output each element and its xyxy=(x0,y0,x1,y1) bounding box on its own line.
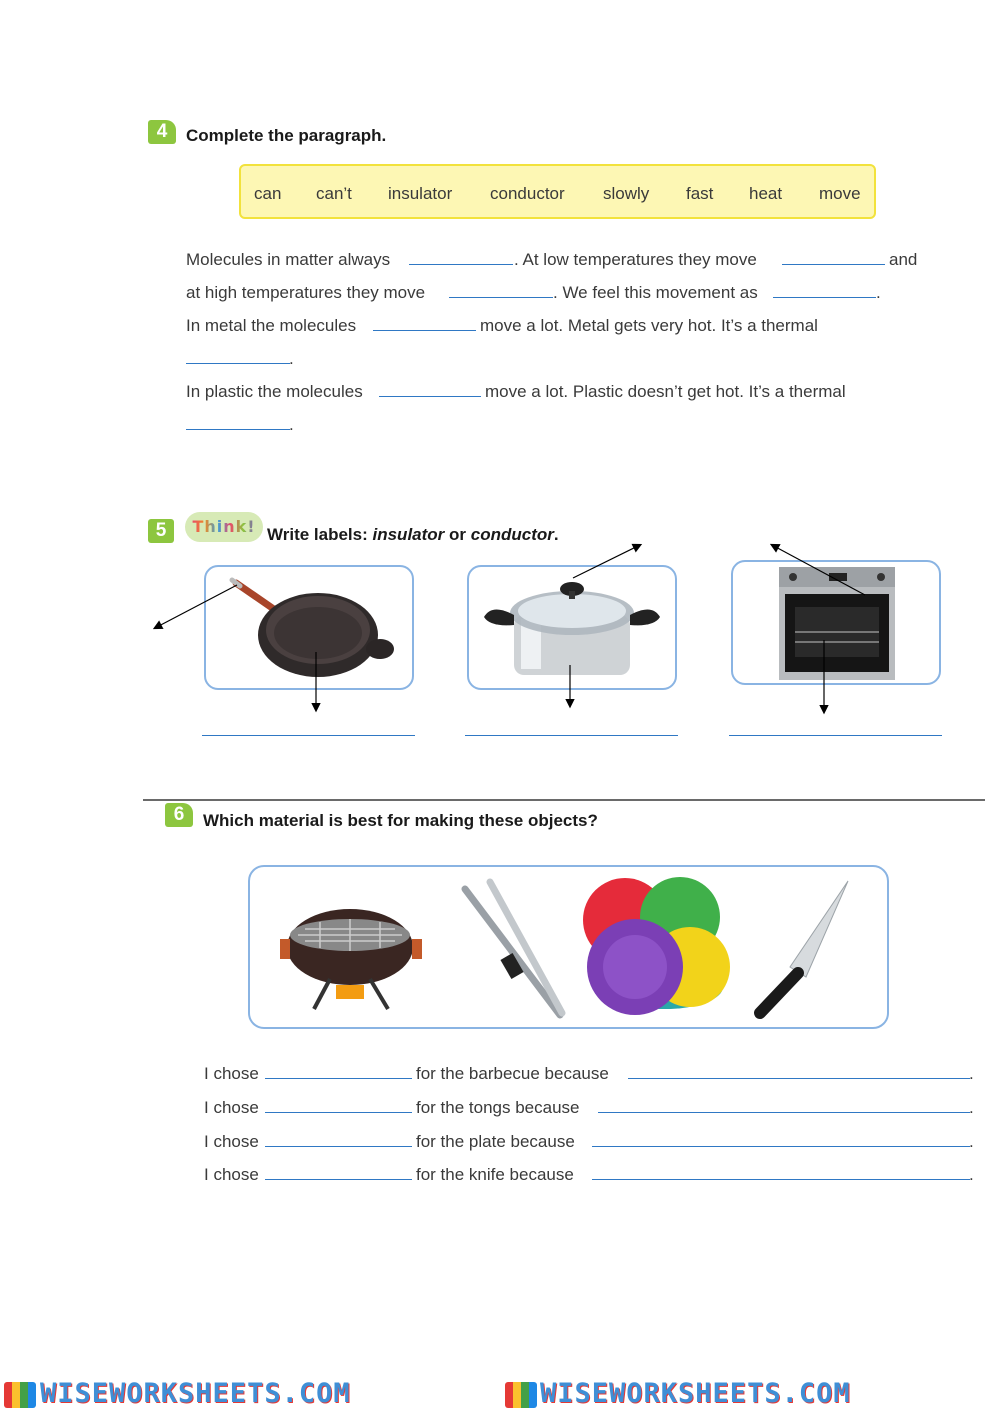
exercise-4-number: 4 xyxy=(148,120,176,144)
word-slowly: slowly xyxy=(603,184,650,203)
arrow xyxy=(155,585,237,628)
heading-mid: or xyxy=(444,525,471,544)
footer-text: WISEWORKSHEETS.COM xyxy=(540,1378,851,1409)
paragraph-text: at high temperatures they move xyxy=(186,283,426,302)
sentence-start: I chose xyxy=(204,1165,259,1184)
answer-blank[interactable] xyxy=(265,1146,412,1147)
label-blank-pan[interactable] xyxy=(202,735,415,736)
answer-blank[interactable] xyxy=(628,1078,970,1079)
word-move: move xyxy=(819,184,861,203)
think-label: Think! xyxy=(192,517,256,536)
knife-image xyxy=(760,881,848,1013)
tongs-image xyxy=(465,882,562,1015)
objects-image xyxy=(250,867,887,1027)
answer-blank[interactable] xyxy=(265,1179,412,1180)
objects-image-box xyxy=(248,865,889,1029)
answer-blank[interactable] xyxy=(592,1146,970,1147)
exercise-5-number: 5 xyxy=(148,519,174,543)
word-insulator: insulator xyxy=(388,184,453,203)
sentence-end: . xyxy=(969,1132,974,1151)
paragraph-text: . xyxy=(289,415,294,434)
exercise-6-heading: Which material is best for making these objects? xyxy=(203,811,598,830)
paragraph-text: move a lot. Metal gets very hot. It’s a thermal xyxy=(480,316,818,335)
paragraph-text: . xyxy=(876,283,881,302)
exercise-6-number: 6 xyxy=(165,803,193,827)
wise-logo-icon xyxy=(4,1382,36,1408)
sentence-end: . xyxy=(969,1165,974,1184)
sentence-end: . xyxy=(969,1064,974,1083)
barbecue-image xyxy=(280,909,422,1009)
heading-suffix: . xyxy=(553,525,559,544)
paragraph-text: . At low temperatures they move xyxy=(514,250,757,269)
wise-logo-icon xyxy=(505,1382,537,1408)
label-blank-oven[interactable] xyxy=(729,735,942,736)
heading-conductor: conductor xyxy=(470,525,554,544)
word-can: can xyxy=(254,184,282,203)
word-cant: can’t xyxy=(316,184,352,203)
label-blank-pot[interactable] xyxy=(465,735,678,736)
paragraph-text: and xyxy=(889,250,918,269)
sentence-middle: for the tongs because xyxy=(416,1098,580,1117)
heading-prefix: Write labels: xyxy=(267,525,373,544)
heading-insulator: insulator xyxy=(372,525,445,544)
sentence-middle: for the barbecue because xyxy=(416,1064,609,1083)
sentence-start: I chose xyxy=(204,1098,259,1117)
answer-blank[interactable] xyxy=(265,1078,412,1079)
paragraph-text: . We feel this movement as xyxy=(553,283,758,302)
sentence-middle: for the knife because xyxy=(416,1165,574,1184)
paragraph-text: Molecules in matter always xyxy=(186,250,391,269)
arrow xyxy=(573,545,640,578)
arrow xyxy=(772,545,865,595)
paragraph-text: In plastic the molecules xyxy=(186,382,363,401)
sentence-end: . xyxy=(969,1098,974,1117)
sentence-start: I chose xyxy=(204,1064,259,1083)
plates-image xyxy=(583,877,730,1015)
section-divider xyxy=(143,799,985,801)
paragraph-text: move a lot. Plastic doesn’t get hot. It’s a thermal xyxy=(485,382,846,401)
footer-text: WISEWORKSHEETS.COM xyxy=(40,1378,351,1409)
sentence-start: I chose xyxy=(204,1132,259,1151)
word-conductor: conductor xyxy=(490,184,565,203)
word-heat: heat xyxy=(749,184,783,203)
exercise-4-heading: Complete the paragraph. xyxy=(186,126,387,145)
answer-blank[interactable] xyxy=(598,1112,970,1113)
word-fast: fast xyxy=(686,184,714,203)
paragraph-text: In metal the molecules xyxy=(186,316,357,335)
answer-blank[interactable] xyxy=(592,1179,970,1180)
paragraph-text: . xyxy=(289,349,294,368)
sentence-middle: for the plate because xyxy=(416,1132,575,1151)
answer-blank[interactable] xyxy=(265,1112,412,1113)
